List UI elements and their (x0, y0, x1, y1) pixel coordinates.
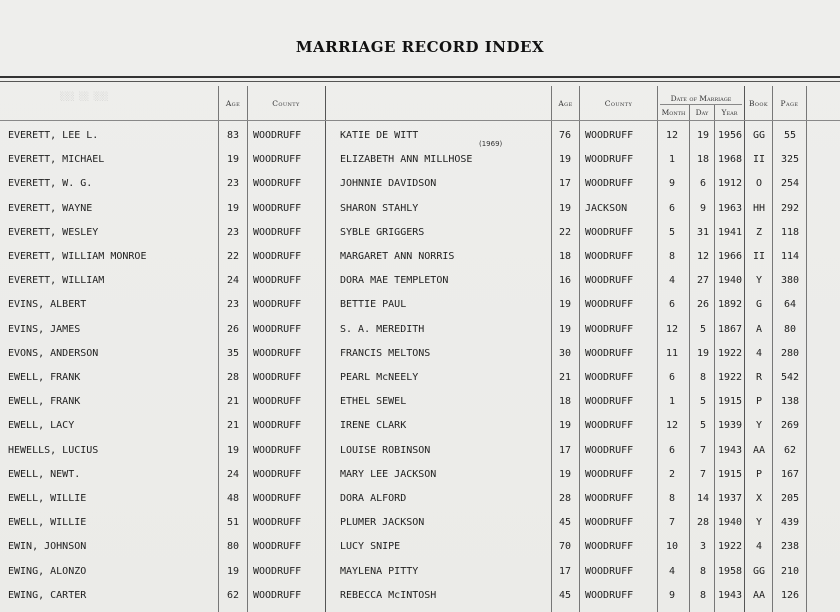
groom-name: EVERETT, WESLEY (8, 226, 99, 238)
page-title: MARRIAGE RECORD INDEX (295, 38, 545, 56)
bride-county: WOODRUFF (585, 541, 634, 553)
groom-county: WOODRUFF (253, 130, 302, 141)
record-page-number: 439 (780, 517, 800, 529)
groom-name: EWELL, WILLIE (8, 493, 87, 504)
marriage-day: 8 (699, 589, 707, 601)
groom-name: EVINS, ALBERT (8, 299, 87, 311)
groom-name: EVERETT, LEE L. (8, 130, 99, 141)
marriage-day: 19 (696, 130, 710, 141)
marriage-year: 1915 (717, 396, 743, 408)
bride-name: MARY LEE JACKSON (340, 468, 437, 480)
bride-name: ELIZABETH ANN MILLHOSE (340, 154, 473, 166)
groom-age: 80 (226, 541, 240, 553)
marriage-year: 1941 (717, 226, 743, 238)
bride-age: 70 (558, 541, 572, 553)
bride-county: WOODRUFF (585, 154, 634, 166)
groom-age: 23 (226, 226, 240, 238)
marriage-month: 9 (668, 178, 676, 190)
bride-county: WOODRUFF (585, 178, 634, 190)
marriage-month: 4 (668, 565, 676, 577)
marriage-month: 11 (665, 347, 679, 359)
bride-name: KATIE DE WITT (340, 130, 419, 141)
record-book: Y (755, 420, 763, 432)
bride-name: REBECCA McINTOSH (340, 589, 437, 601)
marriage-year: 1922 (717, 372, 743, 383)
record-page-number: 80 (783, 323, 797, 335)
record-page-number: 62 (783, 444, 797, 456)
bride-county: WOODRUFF (585, 396, 634, 408)
groom-county: WOODRUFF (253, 444, 302, 456)
marriage-day: 8 (699, 372, 707, 383)
marriage-year: 1939 (717, 420, 743, 432)
record-book: 4 (755, 541, 763, 553)
record-page-number: 325 (780, 154, 800, 166)
marriage-year: 1867 (717, 323, 743, 335)
table-row (0, 171, 840, 195)
marriage-month: 9 (668, 589, 676, 601)
groom-county: WOODRUFF (253, 565, 302, 577)
header-age-bride: Age (558, 99, 573, 108)
marriage-month: 12 (665, 323, 679, 335)
header-rule-thin (0, 81, 840, 82)
bride-name: DORA MAE TEMPLETON (340, 275, 449, 287)
marriage-day: 7 (699, 468, 707, 480)
header-day: Day (695, 108, 709, 117)
marriage-year: 1915 (717, 468, 743, 480)
marriage-day: 18 (696, 154, 710, 166)
marriage-day: 26 (696, 299, 710, 311)
bride-age: 19 (558, 154, 572, 166)
table-row (0, 438, 840, 462)
bride-age: 76 (558, 130, 572, 141)
marriage-year: 1968 (717, 154, 743, 166)
marriage-year: 1912 (717, 178, 743, 190)
header-date-of-marriage: Date of Marriage (660, 94, 742, 105)
marriage-month: 12 (665, 130, 679, 141)
bride-county: WOODRUFF (585, 420, 634, 432)
record-book: AA (752, 589, 766, 601)
groom-county: WOODRUFF (253, 299, 302, 311)
header-book: Book (748, 99, 769, 108)
table-row (0, 123, 840, 147)
groom-age: 26 (226, 323, 240, 335)
table-row (0, 365, 840, 389)
header-age: Age (225, 99, 241, 108)
marriage-month: 6 (668, 372, 676, 383)
marriage-month: 6 (668, 202, 676, 214)
record-page-number: 64 (783, 299, 797, 311)
record-book: G (755, 299, 763, 311)
groom-county: WOODRUFF (253, 323, 302, 335)
bride-age: 17 (558, 565, 572, 577)
marriage-month: 6 (668, 299, 676, 311)
groom-age: 21 (226, 396, 240, 408)
groom-name: EWELL, FRANK (8, 372, 81, 383)
bride-county: WOODRUFF (585, 517, 634, 529)
groom-age: 48 (226, 493, 240, 504)
record-page-number: 542 (780, 372, 800, 383)
groom-county: WOODRUFF (253, 251, 302, 262)
header-month: Month (661, 108, 686, 117)
marriage-year: 1943 (717, 589, 743, 601)
bride-county: JACKSON (585, 202, 628, 214)
groom-name: EVERETT, WILLIAM (8, 275, 105, 287)
table-row (0, 510, 840, 534)
marriage-day: 12 (696, 251, 710, 262)
groom-name: HEWELLS, LUCIUS (8, 444, 99, 456)
bride-county: WOODRUFF (585, 589, 634, 601)
header-bottom-rule (0, 120, 840, 121)
marriage-day: 5 (699, 323, 707, 335)
bride-name: S. A. MEREDITH (340, 323, 425, 335)
marriage-month: 1 (668, 154, 676, 166)
table-row (0, 583, 840, 607)
marriage-day: 14 (696, 493, 710, 504)
groom-county: WOODRUFF (253, 493, 302, 504)
record-page-number: 210 (780, 565, 800, 577)
groom-name: EWELL, NEWT. (8, 468, 81, 480)
groom-county: WOODRUFF (253, 541, 302, 553)
groom-county: WOODRUFF (253, 468, 302, 480)
groom-age: 62 (226, 589, 240, 601)
record-book: O (755, 178, 763, 190)
marriage-month: 8 (668, 251, 676, 262)
bride-county: WOODRUFF (585, 565, 634, 577)
bride-county: WOODRUFF (585, 299, 634, 311)
marriage-day: 8 (699, 565, 707, 577)
marriage-year: 1956 (717, 130, 743, 141)
record-book: GG (752, 565, 766, 577)
marriage-month: 6 (668, 444, 676, 456)
groom-age: 51 (226, 517, 240, 529)
groom-name: EVONS, ANDERSON (8, 347, 99, 359)
marriage-day: 5 (699, 396, 707, 408)
bride-county: WOODRUFF (585, 130, 634, 141)
marriage-month: 4 (668, 275, 676, 287)
record-book: II (752, 251, 766, 262)
groom-county: WOODRUFF (253, 396, 302, 408)
groom-county: WOODRUFF (253, 372, 302, 383)
record-book: P (755, 396, 763, 408)
table-row (0, 534, 840, 558)
bride-county: WOODRUFF (585, 372, 634, 383)
record-book: HH (752, 202, 766, 214)
bride-name: LOUISE ROBINSON (340, 444, 431, 456)
record-page-number: 167 (780, 468, 800, 480)
groom-age: 19 (226, 154, 240, 166)
groom-name: EWING, CARTER (8, 589, 87, 601)
bride-age: 16 (558, 275, 572, 287)
bride-county: WOODRUFF (585, 323, 634, 335)
bride-age: 17 (558, 178, 572, 190)
marriage-day: 27 (696, 275, 710, 287)
groom-age: 24 (226, 275, 240, 287)
bride-county: WOODRUFF (585, 493, 634, 504)
record-page-number: 205 (780, 493, 800, 504)
groom-name: EVERETT, MICHAEL (8, 154, 105, 166)
marriage-month: 12 (665, 420, 679, 432)
marriage-year: 1892 (717, 299, 743, 311)
record-page-number: 380 (780, 275, 800, 287)
marriage-month: 7 (668, 517, 676, 529)
groom-name: EVINS, JAMES (8, 323, 81, 335)
bride-name: MARGARET ANN NORRIS (340, 251, 455, 262)
groom-age: 21 (226, 420, 240, 432)
record-page-number: 138 (780, 396, 800, 408)
groom-county: WOODRUFF (253, 347, 302, 359)
record-page-number: 292 (780, 202, 800, 214)
record-page-number: 55 (783, 130, 797, 141)
groom-county: WOODRUFF (253, 154, 302, 166)
marriage-year: 1963 (717, 202, 743, 214)
marriage-year: 1922 (717, 541, 743, 553)
header-rule (0, 76, 840, 78)
bride-age: 18 (558, 251, 572, 262)
bride-county: WOODRUFF (585, 251, 634, 262)
record-book: Y (755, 275, 763, 287)
marriage-day: 7 (699, 444, 707, 456)
bride-name: SYBLE GRIGGERS (340, 226, 425, 238)
marriage-year: 1922 (717, 347, 743, 359)
table-row (0, 292, 840, 316)
bride-age: 18 (558, 396, 572, 408)
bride-name: MAYLENA PITTY (340, 565, 419, 577)
groom-age: 19 (226, 444, 240, 456)
groom-name: EVERETT, WAYNE (8, 202, 93, 214)
bride-age: 19 (558, 323, 572, 335)
record-book: R (755, 372, 763, 383)
groom-age: 19 (226, 202, 240, 214)
marriage-day: 5 (699, 420, 707, 432)
record-book: P (755, 468, 763, 480)
bride-age: 17 (558, 444, 572, 456)
marriage-month: 5 (668, 226, 676, 238)
header-year: Year (721, 108, 738, 117)
groom-county: WOODRUFF (253, 517, 302, 529)
groom-age: 24 (226, 468, 240, 480)
marriage-day: 31 (696, 226, 710, 238)
marriage-day: 6 (699, 178, 707, 190)
groom-age: 28 (226, 372, 240, 383)
groom-name: EWELL, FRANK (8, 396, 81, 408)
bride-age: 30 (558, 347, 572, 359)
bride-name: LUCY SNIPE (340, 541, 401, 553)
bride-age: 19 (558, 420, 572, 432)
record-page-number: 280 (780, 347, 800, 359)
groom-county: WOODRUFF (253, 420, 302, 432)
bride-name: FRANCIS MELTONS (340, 347, 431, 359)
bride-age: 19 (558, 202, 572, 214)
table-row (0, 147, 840, 171)
bride-age: 45 (558, 517, 572, 529)
bride-age: 19 (558, 299, 572, 311)
bride-name: DORA ALFORD (340, 493, 407, 504)
bride-county: WOODRUFF (585, 275, 634, 287)
table-row (0, 244, 840, 268)
groom-county: WOODRUFF (253, 275, 302, 287)
marriage-day: 28 (696, 517, 710, 529)
marriage-year: 1966 (717, 251, 743, 262)
groom-name: EWELL, LACY (8, 420, 75, 432)
bride-name: IRENE CLARK (340, 420, 407, 432)
table-row (0, 196, 840, 220)
marriage-month: 10 (665, 541, 679, 553)
header-county: County (272, 99, 300, 108)
bride-name: PLUMER JACKSON (340, 517, 425, 529)
record-book: 4 (755, 347, 763, 359)
groom-county: WOODRUFF (253, 589, 302, 601)
bride-county: WOODRUFF (585, 347, 634, 359)
handwritten-note: (1969) (479, 140, 503, 148)
bride-age: 28 (558, 493, 572, 504)
record-book: GG (752, 130, 766, 141)
bride-name: SHARON STAHLY (340, 202, 419, 214)
record-book: Z (755, 226, 763, 238)
groom-age: 19 (226, 565, 240, 577)
marriage-month: 1 (668, 396, 676, 408)
groom-age: 35 (226, 347, 240, 359)
record-book: X (755, 493, 763, 504)
marriage-month: 2 (668, 468, 676, 480)
record-page-number: 118 (780, 226, 800, 238)
groom-name: EVERETT, WILLIAM MONROE (8, 251, 147, 262)
marriage-year: 1940 (717, 275, 743, 287)
table-row (0, 341, 840, 365)
bride-name: JOHNNIE DAVIDSON (340, 178, 437, 190)
record-page-number: 269 (780, 420, 800, 432)
bride-county: WOODRUFF (585, 226, 634, 238)
groom-name: EWIN, JOHNSON (8, 541, 87, 553)
marriage-year: 1940 (717, 517, 743, 529)
marriage-day: 9 (699, 202, 707, 214)
bride-county: WOODRUFF (585, 444, 634, 456)
header-page: Page (780, 99, 799, 108)
bride-age: 45 (558, 589, 572, 601)
record-book: AA (752, 444, 766, 456)
marriage-day: 3 (699, 541, 707, 553)
bride-county: WOODRUFF (585, 468, 634, 480)
bride-age: 21 (558, 372, 572, 383)
groom-county: WOODRUFF (253, 226, 302, 238)
record-book: Y (755, 517, 763, 529)
bride-age: 22 (558, 226, 572, 238)
record-page-number: 114 (780, 251, 800, 262)
marriage-year: 1958 (717, 565, 743, 577)
groom-name: EWELL, WILLIE (8, 517, 87, 529)
groom-county: WOODRUFF (253, 202, 302, 214)
table-row (0, 220, 840, 244)
bride-age: 19 (558, 468, 572, 480)
groom-age: 83 (226, 130, 240, 141)
marriage-month: 8 (668, 493, 676, 504)
bride-name: BETTIE PAUL (340, 299, 407, 311)
faint-header: ░░░ ░░ ░░░ (60, 92, 109, 101)
bride-name: ETHEL SEWEL (340, 396, 407, 408)
table-row (0, 268, 840, 292)
groom-age: 22 (226, 251, 240, 262)
marriage-day: 19 (696, 347, 710, 359)
groom-county: WOODRUFF (253, 178, 302, 190)
marriage-year: 1937 (717, 493, 743, 504)
table-row (0, 413, 840, 437)
table-row (0, 317, 840, 341)
marriage-year: 1943 (717, 444, 743, 456)
record-page-number: 254 (780, 178, 800, 190)
table-row (0, 486, 840, 510)
header-county-bride: County (604, 99, 633, 108)
groom-name: EVERETT, W. G. (8, 178, 93, 190)
groom-age: 23 (226, 178, 240, 190)
record-page-number: 238 (780, 541, 800, 553)
bride-name: PEARL McNEELY (340, 372, 419, 383)
record-book: II (752, 154, 766, 166)
table-row (0, 462, 840, 486)
record-book: A (755, 323, 763, 335)
groom-name: EWING, ALONZO (8, 565, 87, 577)
table-row (0, 559, 840, 583)
groom-age: 23 (226, 299, 240, 311)
table-row (0, 389, 840, 413)
record-page-number: 126 (780, 589, 800, 601)
